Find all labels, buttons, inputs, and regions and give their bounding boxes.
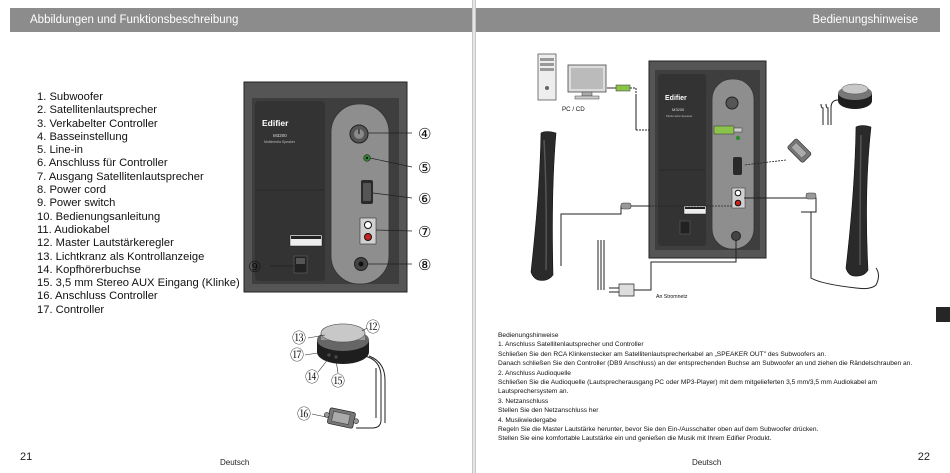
instructions-line: Schließen Sie den RCA Klinkenstecker am Satellitenlautsprecherkabel an „SPEAKER OUT" des Subwoofers an. bbox=[498, 350, 827, 358]
callout-9: ⑨ bbox=[248, 259, 262, 276]
callout-5: ⑤ bbox=[418, 160, 432, 177]
parts-list-item: 1. Subwoofer bbox=[37, 91, 103, 103]
instructions-line: Lautsprechersystem an. bbox=[498, 388, 569, 396]
left-page-header: Abbildungen und Funktionsbeschreibung bbox=[10, 8, 472, 32]
instructions-line: Stellen Sie eine komfortable Lautstärke ein und genießen die Musik mit Ihrem Edifier Produkt. bbox=[498, 435, 772, 443]
instructions-block bbox=[498, 331, 944, 444]
callout-15: ⑮ bbox=[331, 373, 345, 389]
parts-list-item: 17. Controller bbox=[37, 303, 105, 316]
brand-logo-right: Edifier bbox=[665, 95, 687, 102]
parts-list-item: 6. Anschluss für Controller bbox=[37, 157, 168, 170]
page-number-right: 22 bbox=[917, 451, 930, 463]
parts-list-item: 8. Power cord bbox=[37, 184, 107, 197]
parts-list-item: 10. Bedienungsanleitung bbox=[37, 210, 161, 223]
callout-13: ⑬ bbox=[292, 330, 306, 346]
parts-list-item: 14. Kopfhörerbuchse bbox=[37, 263, 141, 276]
mains-label: An Stromnetz bbox=[656, 294, 688, 300]
callout-16: ⑯ bbox=[297, 406, 311, 422]
instructions-line: Regeln Sie die Master Lautstärke herunter, bevor Sie den Ein-/Ausschalter oben auf dem Subwoofer drücken. bbox=[498, 426, 819, 434]
model-sub-label: Multimedia Speaker bbox=[264, 140, 295, 144]
right-page-header: Bedienungshinweise bbox=[476, 8, 940, 32]
parts-list-item: 5. Line-in bbox=[37, 144, 84, 157]
instructions-line: Danach schließen Sie den Controller (DB9 Anschluss) an der entsprechenden Buchse am Subwoofer an und ziehen die Rändelschrauben an. bbox=[498, 360, 913, 368]
instructions-line: 4. Musikwiedergabe bbox=[498, 416, 557, 424]
footer-language-right: Deutsch bbox=[692, 458, 722, 467]
callout-4: ④ bbox=[418, 126, 432, 143]
instructions-line: 3. Netzanschluss bbox=[498, 397, 549, 405]
callout-12: ⑫ bbox=[366, 319, 380, 335]
instructions-line: Stellen Sie den Netzanschluss her bbox=[498, 407, 599, 415]
callout-17: ⑰ bbox=[290, 347, 304, 363]
model-label-right: M3200 bbox=[672, 107, 685, 112]
brand-logo: Edifier bbox=[262, 118, 289, 128]
parts-list-item: 11. Audiokabel bbox=[37, 223, 110, 236]
model-label: M3200 bbox=[273, 133, 287, 138]
footer-language-left: Deutsch bbox=[220, 458, 250, 467]
instructions-line: 2. Anschluss Audioquelle bbox=[498, 369, 571, 377]
parts-list-item: 15. 3,5 mm Stereo AUX Eingang (Klinke) bbox=[37, 277, 240, 290]
parts-list-item: 3. Verkabelter Controller bbox=[37, 117, 158, 130]
parts-list-item: 4. Basseinstellung bbox=[37, 130, 128, 143]
left-page bbox=[0, 0, 472, 473]
parts-list-item: 16. Anschluss Controller bbox=[37, 290, 158, 303]
parts-list-item: 2. Satellitenlautsprecher bbox=[37, 104, 158, 117]
monitor-icon bbox=[568, 65, 606, 99]
parts-list-item: 7. Ausgang Satellitenlautsprecher bbox=[37, 170, 204, 183]
section-tab-marker bbox=[936, 307, 950, 322]
instructions-line: 1. Anschluss Satellitenlautsprecher und Controller bbox=[498, 341, 644, 349]
callout-14: ⑭ bbox=[305, 369, 319, 385]
parts-list-item: 12. Master Lautstärkeregler bbox=[37, 237, 174, 250]
callout-7: ⑦ bbox=[418, 224, 432, 241]
page-number-left: 21 bbox=[20, 451, 33, 463]
controller-icon bbox=[838, 84, 872, 109]
parts-list-item: 13. Lichtkranz als Kontrollanzeige bbox=[37, 250, 205, 263]
parts-list-item: 9. Power switch bbox=[37, 197, 116, 210]
right-page bbox=[476, 0, 950, 473]
model-sub-label-right: Multimedia Speaker bbox=[666, 114, 693, 118]
controller-illustration bbox=[0, 0, 472, 473]
instructions-line: Schließen Sie die Audioquelle (Lautsprecherausgang PC oder MP3-Player) mit dem mitgelieferten 3,5 mm/3,5 mm Audiokabel am bbox=[498, 379, 877, 387]
pc-cd-label: PC / CD bbox=[562, 106, 585, 113]
pc-tower-icon bbox=[538, 54, 556, 100]
callout-6: ⑥ bbox=[418, 191, 432, 208]
instructions-line: Bedienungshinweise bbox=[498, 332, 559, 339]
callout-8: ⑧ bbox=[418, 257, 432, 274]
